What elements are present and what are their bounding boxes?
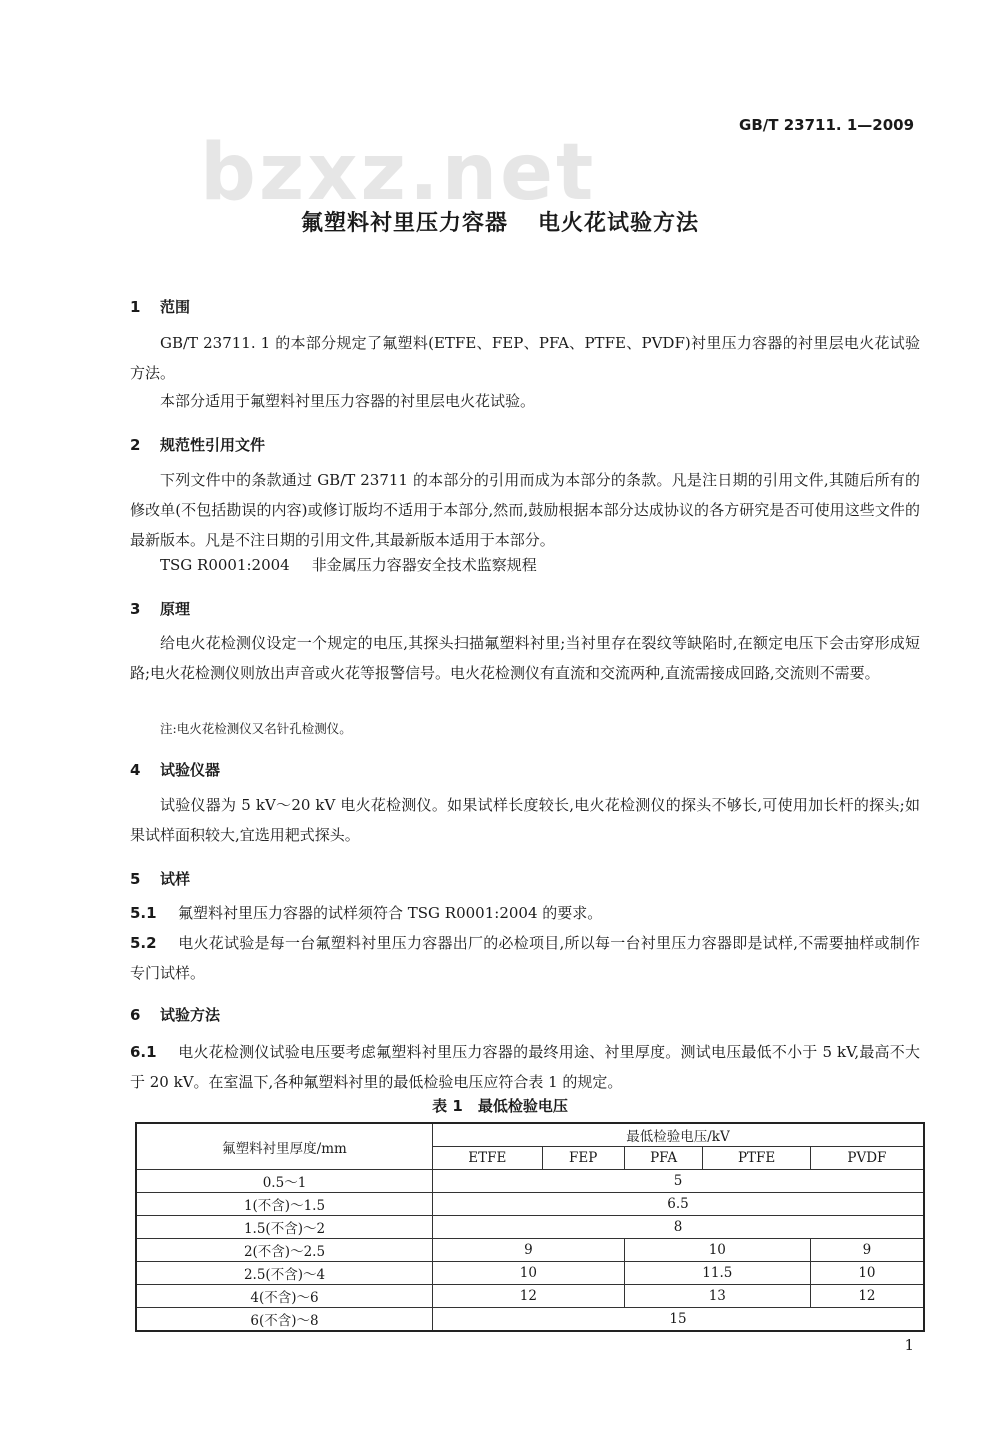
clause-6-1: 6.1 电火花检测仪试验电压要考虑氟塑料衬里压力容器的最终用途、衬里厚度。测试电压最低不小于 5 kV,最高不大于 20 kV。在室温下,各种氟塑料衬里的最低检验电压应符合表 1 的规定。	[130, 1043, 920, 1091]
thickness-cell: 1(不含)～1.5	[136, 1193, 433, 1216]
voltage-cell: 6.5	[433, 1193, 925, 1216]
thickness-cell: 0.5～1	[136, 1170, 433, 1193]
title-part-2: 电火花试验方法	[538, 211, 700, 236]
voltage-cell: 9	[433, 1239, 625, 1262]
section-5-heading: 5 试样	[130, 870, 191, 888]
watermark: bzxz.net	[200, 128, 597, 218]
voltage-cell: 5	[433, 1170, 925, 1193]
voltage-table	[135, 1122, 925, 1332]
table-caption: 表 1 最低检验电压	[432, 1097, 568, 1115]
thickness-cell: 2(不含)～2.5	[136, 1239, 433, 1262]
header-material: PVDF	[810, 1147, 924, 1170]
header-thickness: 氟塑料衬里厚度/mm	[136, 1123, 433, 1170]
table-row	[136, 1262, 924, 1285]
standard-number: GB/T 23711. 1—2009	[739, 116, 914, 134]
table-row	[136, 1308, 924, 1332]
thickness-cell: 1.5(不含)～2	[136, 1216, 433, 1239]
voltage-cell: 12	[810, 1285, 924, 1308]
section-3-note: 注:电火花检测仪又名针孔检测仪。	[160, 721, 352, 736]
clause-5-1: 5.1 氟塑料衬里压力容器的试样须符合 TSG R0001:2004 的要求。	[130, 904, 603, 922]
reference-code: TSG R0001:2004	[160, 556, 290, 574]
header-material: ETFE	[433, 1147, 543, 1170]
voltage-cell: 8	[433, 1216, 925, 1239]
clause-5-2: 5.2 电火花试验是每一台氟塑料衬里压力容器出厂的必检项目,所以每一台衬里压力容器即是试样,不需要抽样或制作专门试样。	[130, 934, 920, 982]
section-3-paragraph-1: 给电火花检测仪设定一个规定的电压,其探头扫描氟塑料衬里;当衬里存在裂纹等缺陷时,在额定电压下会击穿形成短路;电火花检测仪则放出声音或火花等报警信号。电火花检测仪有直流和交流两种,直流需接成回路,交流则不需要。	[130, 634, 920, 682]
page-title	[0, 206, 1000, 237]
thickness-cell: 6(不含)～8	[136, 1308, 433, 1332]
normative-reference	[160, 554, 537, 575]
voltage-cell: 11.5	[624, 1262, 810, 1285]
section-2-heading: 2 规范性引用文件	[130, 436, 266, 454]
header-material: PTFE	[703, 1147, 810, 1170]
header-voltage: 最低检验电压/kV	[433, 1123, 925, 1147]
voltage-cell: 15	[433, 1308, 925, 1332]
table-row	[136, 1193, 924, 1216]
voltage-cell: 12	[433, 1285, 625, 1308]
header-material: FEP	[542, 1147, 624, 1170]
section-6-heading: 6 试验方法	[130, 1006, 221, 1024]
section-2-paragraph-1: 下列文件中的条款通过 GB/T 23711 的本部分的引用而成为本部分的条款。凡是注日期的引用文件,其随后所有的修改单(不包括勘误的内容)或修订版均不适用于本部分,然而,鼓励根据本部分达成协议的各方研究是否可使用这些文件的最新版本。凡是不注日期的引用文件,其最新版本适用于本部分。	[130, 471, 920, 549]
voltage-cell: 10	[624, 1239, 810, 1262]
section-1-heading: 1 范围	[130, 298, 191, 316]
reference-title: 非金属压力容器安全技术监察规程	[311, 556, 537, 574]
page-number: 1	[904, 1336, 914, 1354]
header-material: PFA	[624, 1147, 703, 1170]
voltage-cell: 10	[433, 1262, 625, 1285]
table-row	[136, 1239, 924, 1262]
voltage-cell: 10	[810, 1262, 924, 1285]
section-4-paragraph-1: 试验仪器为 5 kV～20 kV 电火花检测仪。如果试样长度较长,电火花检测仪的探头不够长,可使用加长杆的探头;如果试样面积较大,宜选用耙式探头。	[130, 796, 920, 844]
section-1-paragraph-2: 本部分适用于氟塑料衬里压力容器的衬里层电火花试验。	[160, 392, 536, 410]
section-3-heading: 3 原理	[130, 600, 191, 618]
voltage-cell: 9	[810, 1239, 924, 1262]
section-4-heading: 4 试验仪器	[130, 761, 221, 779]
table-row	[136, 1285, 924, 1308]
section-1-paragraph-1: GB/T 23711. 1 的本部分规定了氟塑料(ETFE、FEP、PFA、PTFE、PVDF)衬里压力容器的衬里层电火花试验方法。	[130, 334, 920, 382]
thickness-cell: 2.5(不含)～4	[136, 1262, 433, 1285]
table-row	[136, 1216, 924, 1239]
table-row	[136, 1170, 924, 1193]
voltage-cell: 13	[624, 1285, 810, 1308]
thickness-cell: 4(不含)～6	[136, 1285, 433, 1308]
title-part-1: 氟塑料衬里压力容器	[300, 211, 508, 236]
